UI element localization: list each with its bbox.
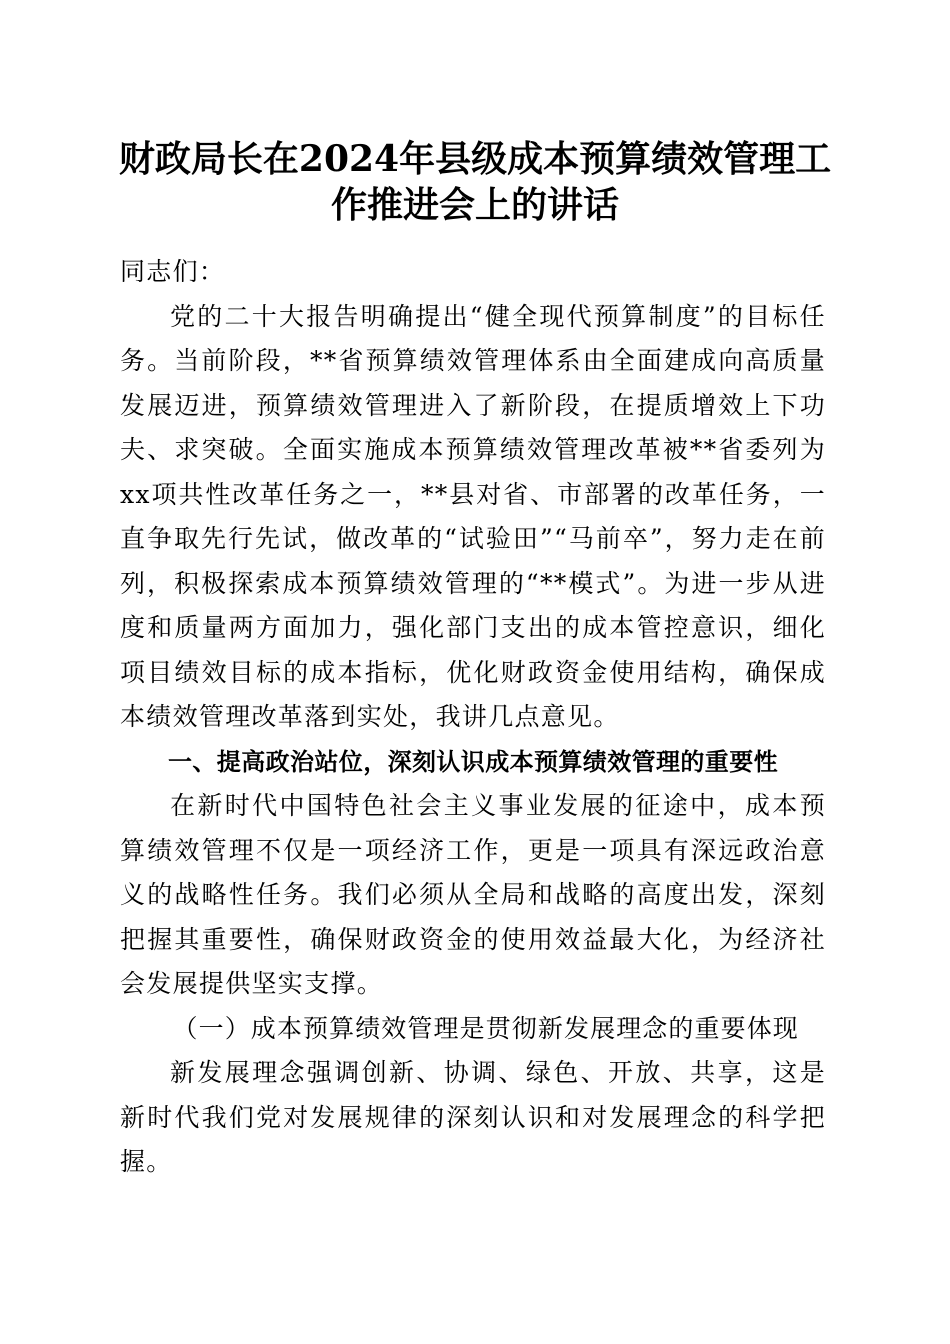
subsection-1-heading: （一）成本预算绩效管理是贯彻新发展理念的重要体现 xyxy=(172,1013,799,1043)
section-1-paragraph: 在新时代中国特色社会主义事业发展的征途中，成本预算绩效管理不仅是一项经济工作，更是一项具有深远政治意义的战略性任务。我们必须从全局和战略的高度出发，深刻把握其重要性，确保财政资金的使用效益最大化，为经济社会发展提供坚实支撑。 xyxy=(120,791,826,998)
document-title xyxy=(110,136,840,228)
title-line-1: 财政局长在2024年县级成本预算绩效管理工 xyxy=(118,138,832,180)
subsection-1-paragraph: 新发展理念强调创新、协调、绿色、开放、共享，这是新时代我们党对发展规律的深刻认识和对发展理念的科学把握。 xyxy=(120,1058,826,1176)
section-1-heading: 一、提高政治站位，深刻认识成本预算绩效管理的重要性 xyxy=(168,747,778,776)
title-line-2: 作推进会上的讲话 xyxy=(330,184,619,226)
salutation: 同志们： xyxy=(120,257,226,286)
document-body xyxy=(120,250,826,1185)
intro-paragraph: 党的二十大报告明确提出“健全现代预算制度”的目标任务。当前阶段，**省预算绩效管理体系由全面建成向高质量发展迈进，预算绩效管理进入了新阶段，在提质增效上下功夫、求突破。全面实施成本预算绩效管理改革被**省委列为xx项共性改革任务之一，**县对省、市部署的改革任务，一直争取先行先试，做改革的“试验田”“马前卒”，努力走在前列，积极探索成本预算绩效管理的“**模式”。为进一步从进度和质量两方面加力，强化部门支出的成本管控意识，细化项目绩效目标的成本指标，优化财政资金使用结构，确保成本绩效管理改革落到实处，我讲几点意见。 xyxy=(120,301,826,731)
